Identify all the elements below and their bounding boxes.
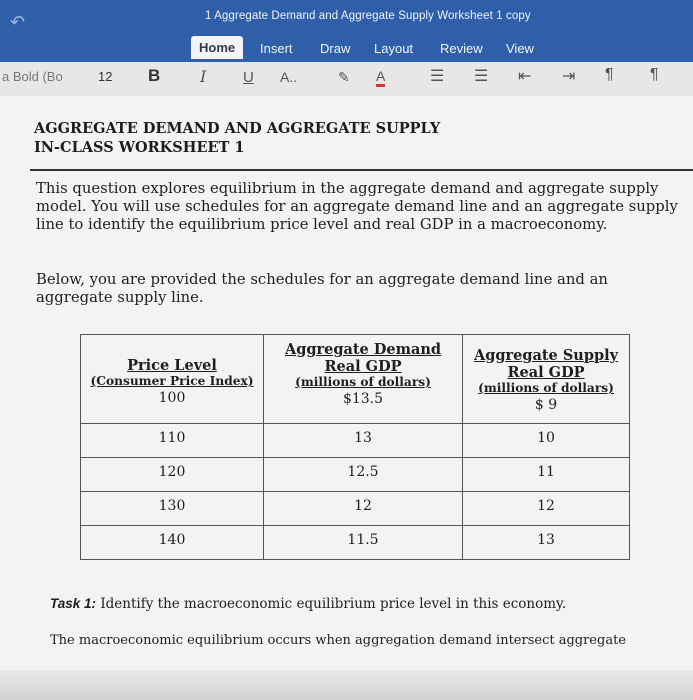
price-header-title: Price Level <box>127 357 217 374</box>
table-cell: 110 <box>81 424 264 458</box>
font-size-down-button[interactable]: A.. <box>280 69 298 85</box>
increase-indent-icon[interactable]: ⇥ <box>562 68 576 85</box>
rtl-paragraph-icon[interactable]: ¶ <box>650 66 659 83</box>
font-name-box[interactable]: a Bold (Bo <box>2 69 63 84</box>
table-cell: $13.5 <box>342 391 384 407</box>
font-color-button[interactable]: A <box>376 69 385 87</box>
table-cell: 11 <box>463 458 630 492</box>
table-cell: 12 <box>264 492 463 526</box>
table-header-row <box>81 335 630 424</box>
table-cell: $ 9 <box>534 397 558 413</box>
tab-layout[interactable]: Layout <box>374 41 414 56</box>
ribbon-tabs <box>0 34 693 64</box>
document-page[interactable] <box>0 96 693 700</box>
demand-header-subtitle: Real GDP <box>324 358 402 375</box>
italic-button[interactable]: I <box>200 67 207 86</box>
bold-button[interactable]: B <box>148 66 161 85</box>
equilibrium-paragraph: The macroeconomic equilibrium occurs when aggregation demand intersect aggregate <box>50 633 626 648</box>
table-row <box>81 526 630 560</box>
ltr-paragraph-icon[interactable]: ¶ <box>605 66 614 83</box>
tab-view[interactable]: View <box>506 41 534 56</box>
demand-header-title: Aggregate Demand <box>284 341 442 358</box>
formatting-toolbar <box>0 62 693 97</box>
undo-icon[interactable]: ↶ <box>10 12 26 32</box>
task1-text: Identify the macroeconomic equilibrium price level in this economy. <box>96 596 567 612</box>
table-cell: 130 <box>81 492 264 526</box>
supply-header-unit: (millions of dollars) <box>478 381 614 395</box>
table-cell: 13 <box>463 526 630 560</box>
table-cell: 10 <box>463 424 630 458</box>
numbering-icon[interactable]: ☰ <box>474 68 489 85</box>
underline-button[interactable]: U <box>243 69 254 86</box>
table-cell: 12.5 <box>264 458 463 492</box>
table-cell: 100 <box>158 390 186 406</box>
page-bottom-shade <box>0 670 693 700</box>
worksheet-heading-line2: IN-CLASS WORKSHEET 1 <box>34 139 245 156</box>
table-row <box>81 458 630 492</box>
table-row <box>81 492 630 526</box>
price-header-unit: (Consumer Price Index) <box>90 374 254 388</box>
decrease-indent-icon[interactable]: ⇤ <box>518 68 532 85</box>
font-size-box[interactable]: 12 <box>98 69 113 84</box>
table-cell: 13 <box>264 424 463 458</box>
tab-home[interactable]: Home <box>191 36 243 59</box>
supply-header-title: Aggregate Supply <box>473 347 619 364</box>
table-cell: 12 <box>463 492 630 526</box>
tab-review[interactable]: Review <box>440 41 483 56</box>
table-row <box>81 424 630 458</box>
supply-header-cell <box>463 335 630 424</box>
schedule-table <box>80 334 630 560</box>
document-title: 1 Aggregate Demand and Aggregate Supply Worksheet 1 copy <box>205 10 531 22</box>
table-cell: 140 <box>81 526 264 560</box>
table-cell: 11.5 <box>264 526 463 560</box>
worksheet-heading-line1: AGGREGATE DEMAND AND AGGREGATE SUPPLY <box>34 120 441 137</box>
task1-line <box>50 596 566 612</box>
tab-draw[interactable]: Draw <box>320 41 351 56</box>
demand-header-cell <box>264 335 463 424</box>
price-header-cell <box>81 335 264 424</box>
bullets-icon[interactable]: ☰ <box>430 68 445 85</box>
intro-paragraph: This question explores equilibrium in the aggregate demand and aggregate supply model. You will use schedules for an aggregate demand line and an aggregate supply line to identify the equilibrium price level and real GDP in a macroeconomy. <box>36 180 678 233</box>
supply-header-subtitle: Real GDP <box>507 364 585 381</box>
heading-divider <box>30 169 693 171</box>
highlighter-icon[interactable]: ✎ <box>338 69 350 85</box>
table-cell: 120 <box>81 458 264 492</box>
tab-insert[interactable]: Insert <box>260 41 293 56</box>
task1-label: Task 1: <box>50 596 97 611</box>
demand-header-unit: (millions of dollars) <box>295 375 431 389</box>
schedules-paragraph: Below, you are provided the schedules for an aggregate demand line and an aggregate supply line. <box>36 271 608 306</box>
